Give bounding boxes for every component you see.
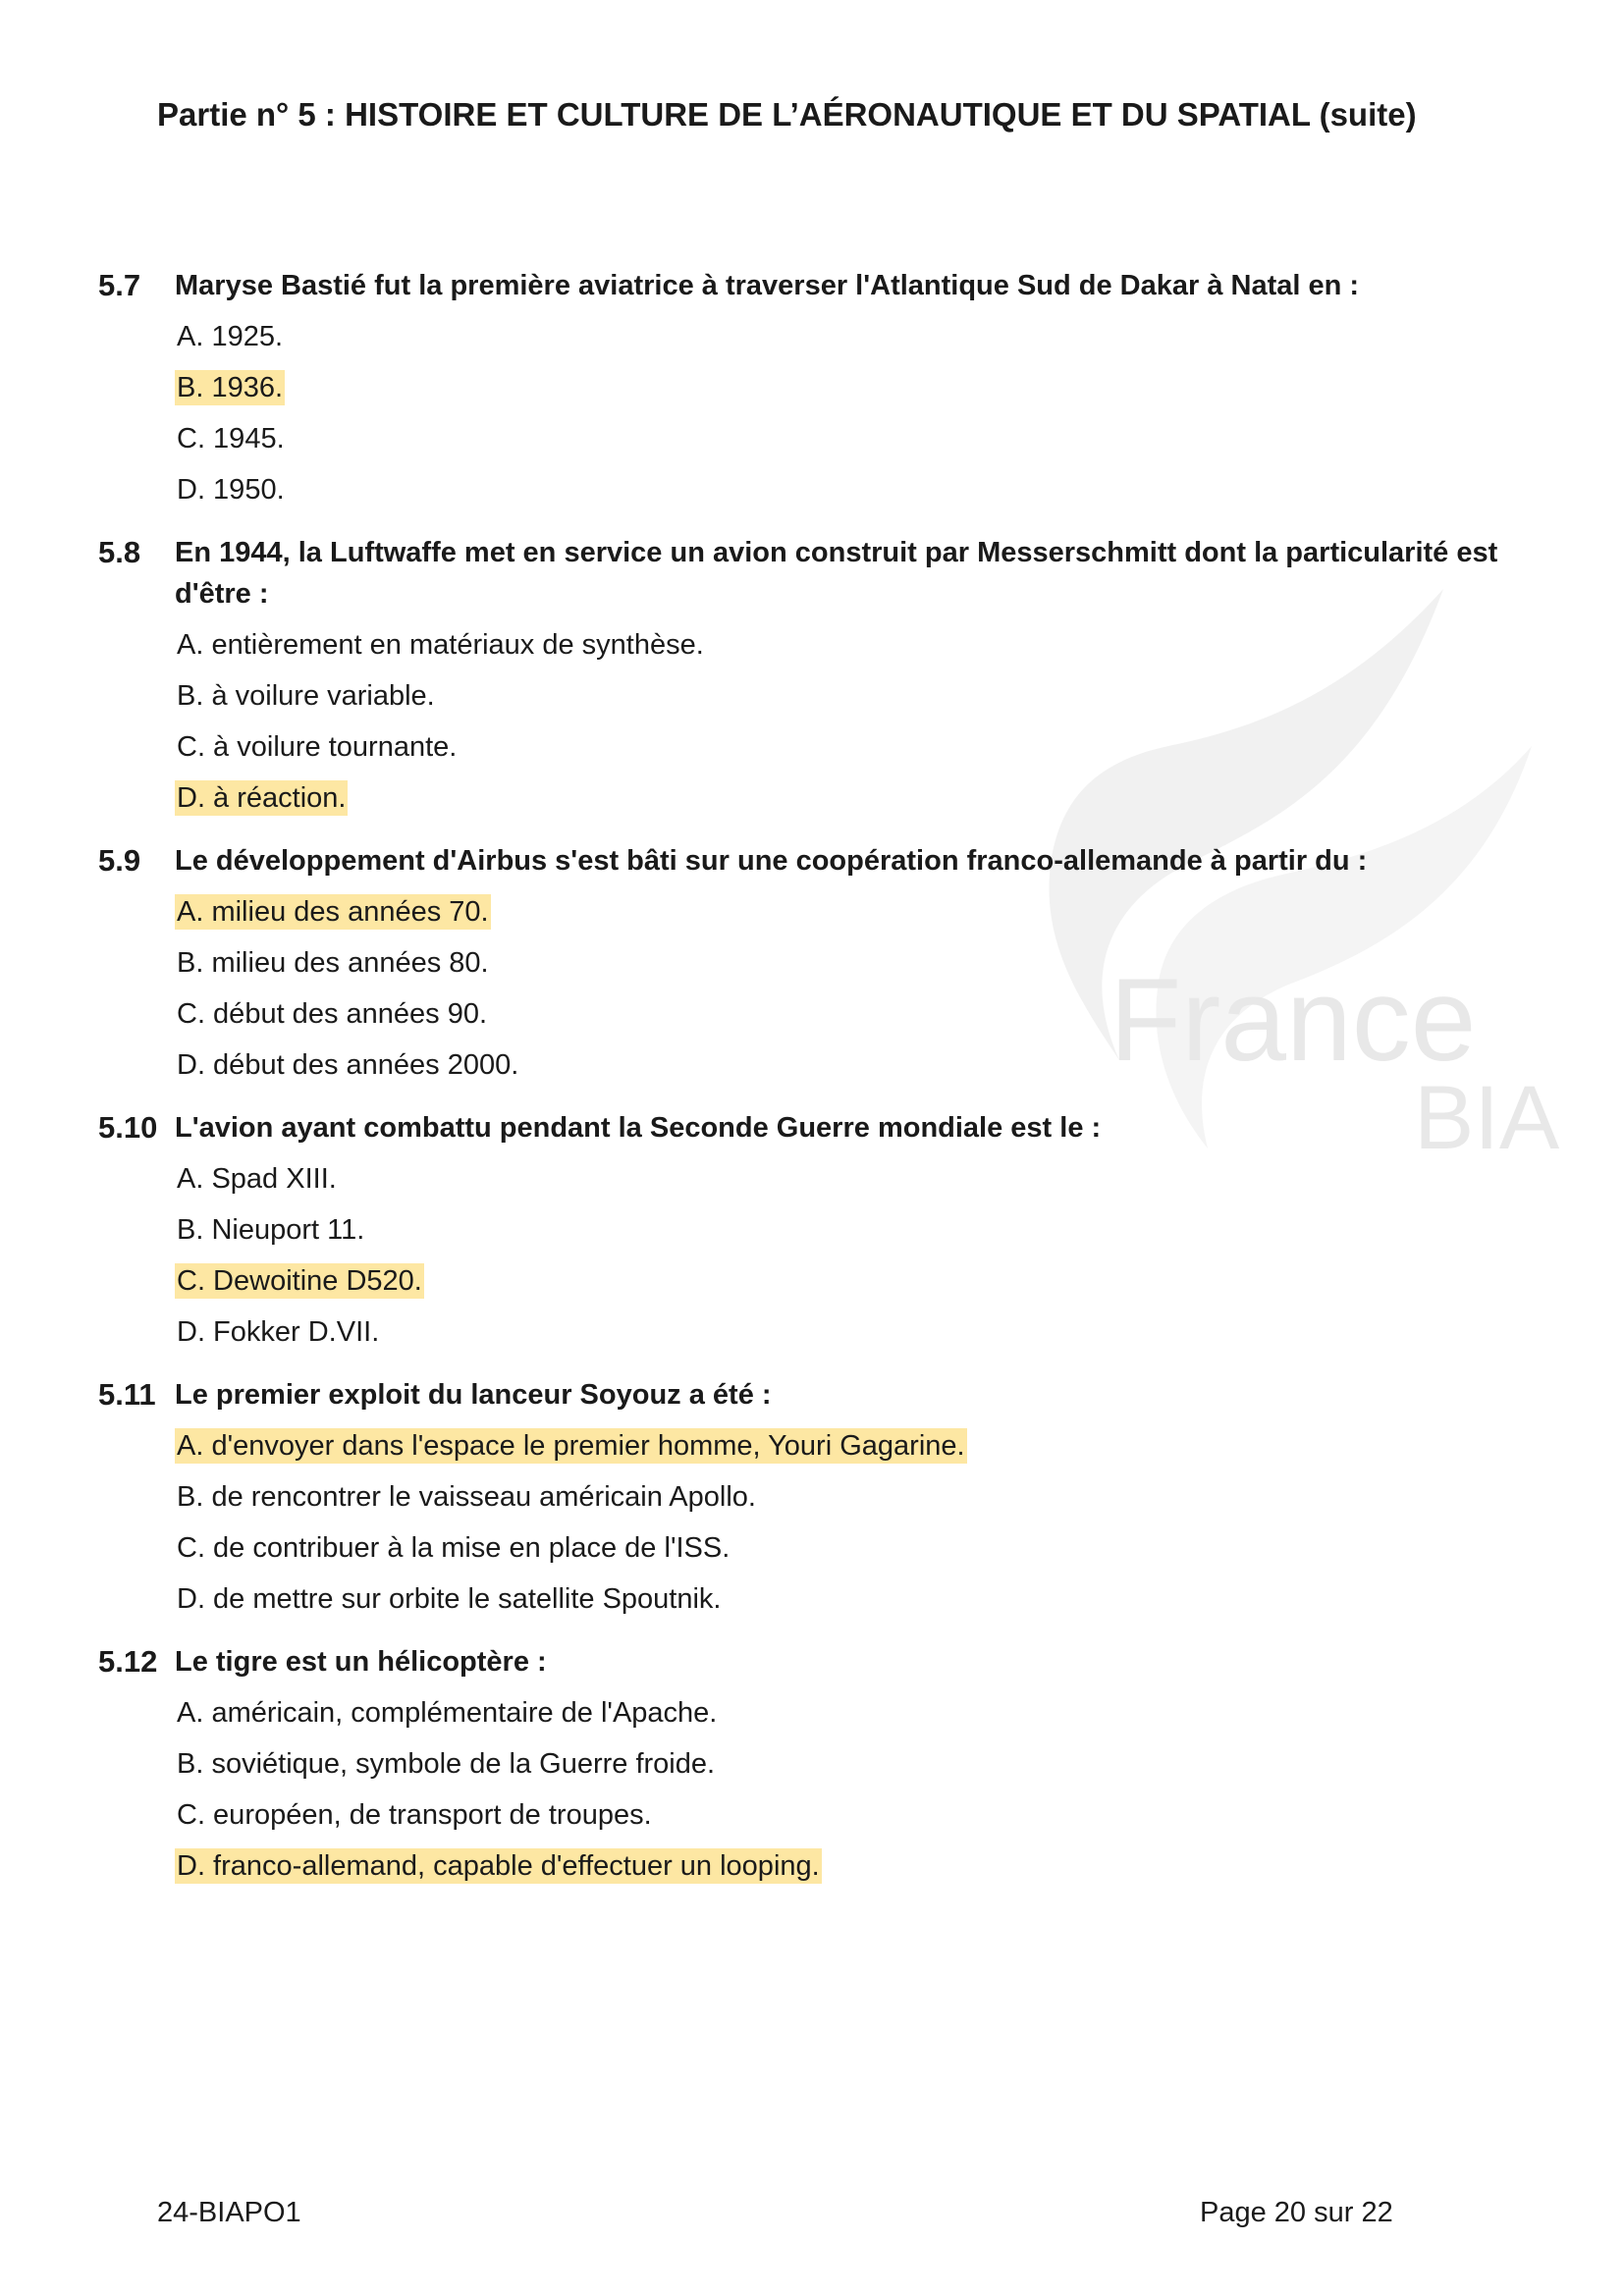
answer-option xyxy=(175,624,1532,666)
answer-option-text: C. à voilure tournante. xyxy=(177,731,458,763)
answer-option xyxy=(175,726,1532,768)
answer-option-text: D. 1950. xyxy=(177,474,285,506)
answer-option-text: A. américain, complémentaire de l'Apache. xyxy=(177,1697,718,1729)
answer-option-text: C. 1945. xyxy=(177,423,285,454)
answer-option-text: B. milieu des années 80. xyxy=(177,947,489,979)
question-number: 5.9 xyxy=(98,843,141,878)
answer-option-text: C. début des années 90. xyxy=(177,998,488,1030)
answer-option xyxy=(175,1158,1532,1200)
answer-options xyxy=(175,1158,1532,1353)
answer-option-text: D. Fokker D.VII. xyxy=(177,1316,380,1348)
answer-option xyxy=(175,1743,1532,1785)
question-text: Le tigre est un hélicoptère : xyxy=(175,1646,547,1678)
question-number: 5.12 xyxy=(98,1644,158,1679)
question-number: 5.10 xyxy=(98,1110,158,1145)
answer-option xyxy=(175,1209,1532,1251)
question-text: L'avion ayant combattu pendant la Seconde Guerre mondiale est le : xyxy=(175,1112,1102,1144)
answer-option-correct xyxy=(175,891,1532,933)
answer-option xyxy=(175,675,1532,717)
answer-option xyxy=(175,1578,1532,1620)
question-number: 5.11 xyxy=(98,1377,156,1412)
answer-option-text: D. franco-allemand, capable d'effectuer un looping. xyxy=(177,1850,820,1882)
answer-option xyxy=(175,1794,1532,1836)
answer-option-text: A. entièrement en matériaux de synthèse. xyxy=(177,629,704,661)
answer-option xyxy=(175,469,1532,510)
watermark-france: France xyxy=(1110,954,1477,1086)
question-row xyxy=(98,1641,1532,1682)
answer-option-text: B. à voilure variable. xyxy=(177,680,435,712)
answer-option-text: A. Spad XIII. xyxy=(177,1163,337,1195)
answer-option-correct xyxy=(175,777,1532,819)
question-block xyxy=(98,1107,1532,1353)
answer-option xyxy=(175,418,1532,459)
answer-option-correct xyxy=(175,1425,1532,1467)
question-row xyxy=(98,1374,1532,1415)
answer-option-correct xyxy=(175,1845,1532,1887)
question-block xyxy=(98,265,1532,510)
answer-option-text: A. 1925. xyxy=(177,321,284,352)
question-text: En 1944, la Luftwaffe met en service un avion construit par Messerschmitt dont la particularité est d'être : xyxy=(175,537,1498,610)
watermark-bia: BIA xyxy=(1414,1068,1560,1158)
answer-option-correct xyxy=(175,367,1532,408)
question-number: 5.8 xyxy=(98,535,141,569)
answer-option-text: D. début des années 2000. xyxy=(177,1049,519,1081)
question-block xyxy=(98,840,1532,1086)
question-row xyxy=(98,265,1532,306)
answer-option-text: D. de mettre sur orbite le satellite Spoutnik. xyxy=(177,1583,722,1615)
answer-option-text: A. d'envoyer dans l'espace le premier homme, Youri Gagarine. xyxy=(177,1430,965,1462)
answer-option xyxy=(175,942,1532,984)
answer-option-text: B. 1936. xyxy=(177,372,284,403)
page-title: Partie n° 5 : HISTOIRE ET CULTURE DE L’AÉRONAUTIQUE ET DU SPATIAL (suite) xyxy=(157,96,1417,133)
question-text: Maryse Bastié fut la première aviatrice à traverser l'Atlantique Sud de Dakar à Natal en : xyxy=(175,270,1360,301)
question-list xyxy=(98,265,1532,1908)
document-code: 24-BIAPO1 xyxy=(157,2197,301,2228)
question-text: Le développement d'Airbus s'est bâti sur une coopération franco-allemande à partir du : xyxy=(175,845,1368,877)
question-block xyxy=(98,1641,1532,1887)
question-block xyxy=(98,1374,1532,1620)
answer-option-text: B. Nieuport 11. xyxy=(177,1214,365,1246)
answer-option xyxy=(175,316,1532,357)
answer-option xyxy=(175,1044,1532,1086)
answer-option-text: C. de contribuer à la mise en place de l'ISS. xyxy=(177,1532,731,1564)
question-row xyxy=(98,840,1532,881)
answer-option xyxy=(175,1476,1532,1518)
answer-option xyxy=(175,993,1532,1035)
answer-option-correct xyxy=(175,1260,1532,1302)
question-block xyxy=(98,532,1532,819)
question-number: 5.7 xyxy=(98,268,141,302)
answer-option-text: C. européen, de transport de troupes. xyxy=(177,1799,652,1831)
question-text: Le premier exploit du lanceur Soyouz a été : xyxy=(175,1379,772,1411)
answer-option-text: B. soviétique, symbole de la Guerre froide. xyxy=(177,1748,716,1780)
answer-options xyxy=(175,624,1532,819)
answer-option-text: B. de rencontrer le vaisseau américain Apollo. xyxy=(177,1481,756,1513)
page-number: Page 20 sur 22 xyxy=(1200,2197,1393,2228)
answer-options xyxy=(175,891,1532,1086)
answer-option-text: A. milieu des années 70. xyxy=(177,896,489,928)
answer-options xyxy=(175,1692,1532,1887)
question-row xyxy=(98,532,1532,614)
answer-options xyxy=(175,316,1532,510)
question-row xyxy=(98,1107,1532,1148)
answer-option xyxy=(175,1527,1532,1569)
answer-option xyxy=(175,1692,1532,1734)
answer-option xyxy=(175,1311,1532,1353)
answer-option-text: D. à réaction. xyxy=(177,782,347,814)
answer-options xyxy=(175,1425,1532,1620)
answer-option-text: C. Dewoitine D520. xyxy=(177,1265,422,1297)
